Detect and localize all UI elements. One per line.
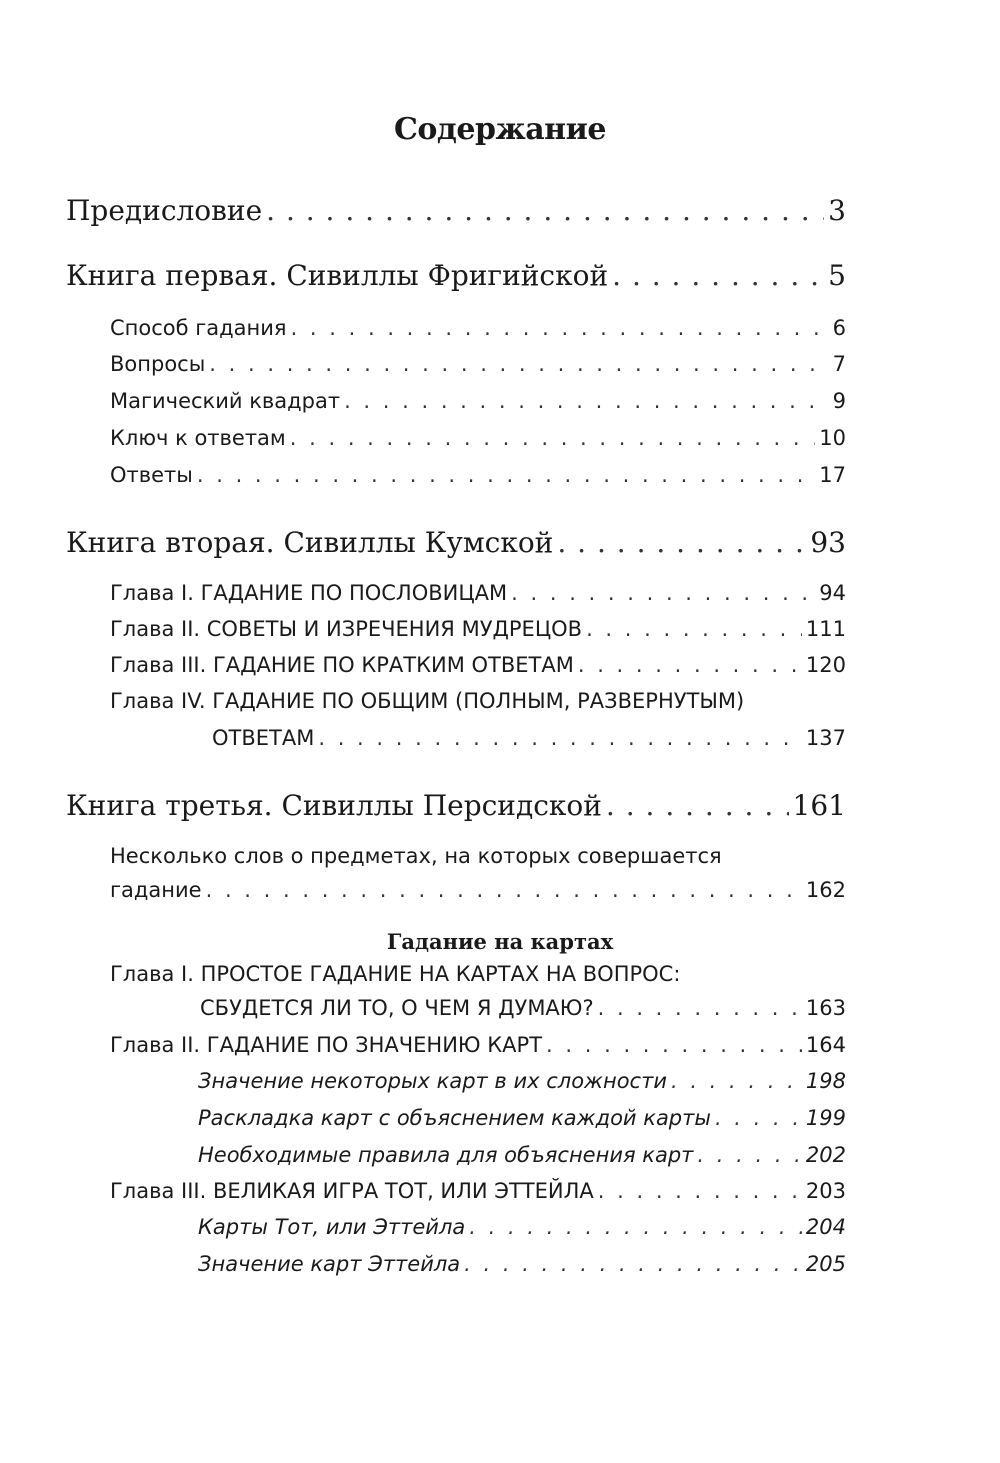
toc-entry[interactable] bbox=[198, 1217, 846, 1238]
toc-entry[interactable] bbox=[200, 998, 846, 1019]
dot-leader bbox=[464, 1254, 802, 1275]
toc-label: Книга третья. Сивиллы Персидской bbox=[66, 789, 602, 822]
toc-label: Ответы bbox=[110, 463, 193, 487]
toc-label: Глава I. ГАДАНИЕ ПО ПОСЛОВИЦАМ bbox=[110, 581, 508, 605]
toc-page: 164 bbox=[805, 1033, 846, 1057]
toc-page: 162 bbox=[805, 878, 846, 902]
toc-label: Глава III. ГАДАНИЕ ПО КРАТКИМ ОТВЕТАМ bbox=[110, 653, 574, 677]
toc-entry[interactable] bbox=[110, 318, 846, 339]
dot-leader bbox=[586, 619, 802, 640]
toc-entry-line[interactable]: Глава I. ПРОСТОЕ ГАДАНИЕ НА КАРТАХ НА ВОПРОС: bbox=[110, 962, 681, 986]
toc-page: 93 bbox=[810, 526, 846, 559]
toc-label: Значение некоторых карт в их сложности bbox=[198, 1069, 667, 1093]
dot-leader bbox=[344, 391, 829, 412]
dot-leader bbox=[598, 1181, 802, 1202]
toc-label: ОТВЕТАМ bbox=[212, 726, 315, 750]
toc-page: 111 bbox=[805, 617, 846, 641]
toc-label: Глава III. ВЕЛИКАЯ ИГРА ТОТ, ИЛИ ЭТТЕЙЛА bbox=[110, 1179, 594, 1203]
dot-leader bbox=[291, 318, 829, 339]
toc-label: Способ гадания bbox=[110, 316, 287, 340]
page-title: Содержание bbox=[394, 112, 606, 147]
dot-leader bbox=[606, 792, 789, 820]
toc-page: 10 bbox=[819, 426, 846, 450]
toc-page: 199 bbox=[805, 1106, 846, 1130]
dot-leader bbox=[209, 354, 828, 375]
toc-page: 5 bbox=[828, 259, 846, 292]
toc-entry[interactable] bbox=[198, 1071, 846, 1092]
toc-page: 94 bbox=[819, 581, 846, 605]
dot-leader bbox=[318, 728, 802, 749]
toc-entry-book1[interactable] bbox=[66, 259, 846, 292]
toc-entry-line[interactable]: Глава IV. ГАДАНИЕ ПО ОБЩИМ (ПОЛНЫМ, РАЗВЕРНУТЫМ) bbox=[110, 689, 745, 713]
toc-entry[interactable] bbox=[110, 583, 846, 604]
toc-entry[interactable] bbox=[198, 1254, 846, 1275]
toc-label: Ключ к ответам bbox=[110, 426, 286, 450]
dot-leader bbox=[557, 529, 806, 557]
toc-entry-book3[interactable] bbox=[66, 789, 846, 822]
toc-page: 163 bbox=[805, 996, 846, 1020]
toc-label: Глава II. ГАДАНИЕ ПО ЗНАЧЕНИЮ КАРТ bbox=[110, 1033, 543, 1057]
toc-label: СБУДЕТСЯ ЛИ ТО, О ЧЕМ Я ДУМАЮ? bbox=[200, 996, 594, 1020]
toc-entry[interactable] bbox=[110, 354, 846, 375]
toc-entry[interactable] bbox=[198, 1108, 846, 1129]
toc-label: Вопросы bbox=[110, 352, 206, 376]
dot-leader bbox=[197, 465, 815, 486]
toc-page: 204 bbox=[805, 1215, 846, 1239]
toc-page: 6 bbox=[832, 316, 846, 340]
toc-label: Предисловие bbox=[66, 194, 263, 227]
toc-entry[interactable] bbox=[110, 1181, 846, 1202]
dot-leader bbox=[290, 428, 815, 449]
toc-page: 7 bbox=[832, 352, 846, 376]
toc-page: 120 bbox=[805, 653, 846, 677]
toc-page: 137 bbox=[805, 726, 846, 750]
dot-leader bbox=[578, 655, 802, 676]
toc-page: 205 bbox=[805, 1252, 846, 1276]
toc-label: Книга первая. Сивиллы Фригийской bbox=[66, 259, 609, 292]
dot-leader bbox=[206, 880, 802, 901]
dot-leader bbox=[612, 262, 824, 290]
dot-leader bbox=[266, 197, 824, 225]
dot-leader bbox=[715, 1108, 802, 1129]
toc-entry[interactable] bbox=[110, 465, 846, 486]
dot-leader bbox=[469, 1217, 802, 1238]
toc-entry[interactable] bbox=[110, 428, 846, 449]
toc-label: гадание bbox=[110, 878, 202, 902]
toc-entry-line[interactable]: Несколько слов о предметах, на которых совершается bbox=[110, 844, 722, 868]
toc-page: 3 bbox=[828, 194, 846, 227]
toc-entry[interactable] bbox=[110, 655, 846, 676]
toc-entry-book2[interactable] bbox=[66, 526, 846, 559]
dot-leader bbox=[511, 583, 815, 604]
toc-entry[interactable] bbox=[110, 619, 846, 640]
toc-page: 198 bbox=[805, 1069, 846, 1093]
toc-page: 161 bbox=[792, 789, 846, 822]
toc-page: 17 bbox=[819, 463, 846, 487]
toc-entry[interactable] bbox=[110, 391, 846, 412]
toc-label: Раскладка карт с объяснением каждой карты bbox=[198, 1106, 711, 1130]
toc-label: Книга вторая. Сивиллы Кумской bbox=[66, 526, 554, 559]
toc-label: Магический квадрат bbox=[110, 389, 341, 413]
toc-page: 9 bbox=[832, 389, 846, 413]
toc-entry[interactable] bbox=[110, 1035, 846, 1056]
section-heading: Гадание на картах bbox=[386, 929, 614, 954]
dot-leader bbox=[697, 1145, 801, 1166]
toc-entry-preface[interactable] bbox=[66, 194, 846, 227]
toc-label: Значение карт Эттейла bbox=[198, 1252, 461, 1276]
dot-leader bbox=[546, 1035, 802, 1056]
toc-label: Необходимые правила для объяснения карт bbox=[198, 1143, 694, 1167]
toc-label: Глава II. СОВЕТЫ И ИЗРЕЧЕНИЯ МУДРЕЦОВ bbox=[110, 617, 583, 641]
toc-entry[interactable] bbox=[198, 1145, 846, 1166]
toc-entry[interactable] bbox=[212, 728, 846, 749]
dot-leader bbox=[598, 998, 802, 1019]
dot-leader bbox=[671, 1071, 802, 1092]
toc-entry[interactable] bbox=[110, 880, 846, 901]
toc-label: Карты Тот, или Эттейла bbox=[198, 1215, 466, 1239]
toc-page: 202 bbox=[805, 1143, 846, 1167]
toc-page: 203 bbox=[805, 1179, 846, 1203]
